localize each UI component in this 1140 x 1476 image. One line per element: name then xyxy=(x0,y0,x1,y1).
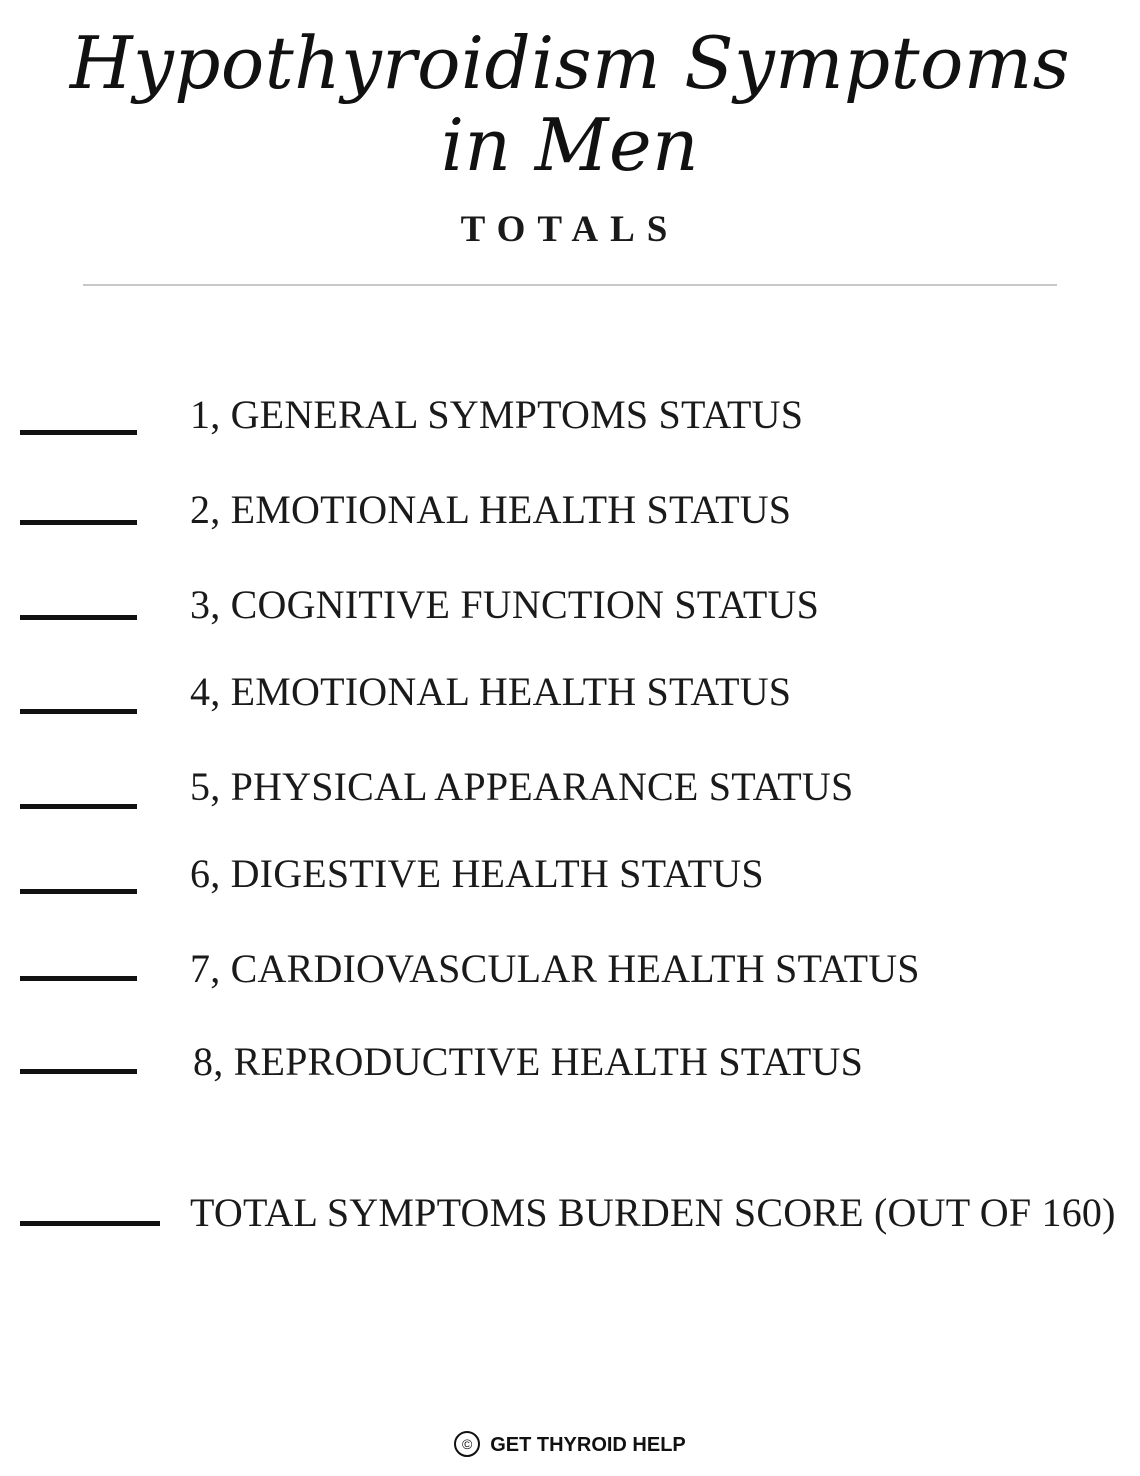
score-blank-line[interactable] xyxy=(20,889,137,894)
header-divider xyxy=(83,284,1057,286)
copyright-icon: © xyxy=(454,1431,480,1457)
score-row-emotional xyxy=(0,485,1140,545)
total-blank-line[interactable] xyxy=(20,1221,160,1226)
score-row-reproductive xyxy=(0,1037,1140,1097)
score-row-label: 1, GENERAL SYMPTOMS STATUS xyxy=(190,392,804,437)
score-blank-line[interactable] xyxy=(20,430,137,435)
footer-text: GET THYROID HELP xyxy=(490,1434,686,1456)
score-row-cardiovascular xyxy=(0,944,1140,1004)
score-row-label: 6, DIGESTIVE HEALTH STATUS xyxy=(190,851,764,896)
page-title: Hypothyroidism Symptoms in Men xyxy=(69,21,1071,187)
total-row-label: TOTAL SYMPTOMS BURDEN SCORE (OUT OF 160) xyxy=(190,1190,1116,1235)
score-row-emotional-2 xyxy=(0,667,1140,727)
footer-credit xyxy=(0,1430,1140,1460)
score-row-physical xyxy=(0,762,1140,822)
score-row-cognitive xyxy=(0,580,1140,640)
score-blank-line[interactable] xyxy=(20,1069,137,1074)
score-blank-line[interactable] xyxy=(20,804,137,809)
page-subtitle: TOTALS xyxy=(460,209,680,250)
score-row-label: 7, CARDIOVASCULAR HEALTH STATUS xyxy=(190,946,920,991)
score-row-label: 4, EMOTIONAL HEALTH STATUS xyxy=(190,669,792,714)
score-blank-line[interactable] xyxy=(20,976,137,981)
score-blank-line[interactable] xyxy=(20,520,137,525)
score-row-general xyxy=(0,390,1140,450)
score-row-total xyxy=(0,1188,1140,1248)
score-blank-line[interactable] xyxy=(20,709,137,714)
score-blank-line[interactable] xyxy=(20,615,137,620)
score-row-label: 8, REPRODUCTIVE HEALTH STATUS xyxy=(193,1039,864,1084)
score-row-label: 3, COGNITIVE FUNCTION STATUS xyxy=(190,582,820,627)
score-row-digestive xyxy=(0,849,1140,909)
score-row-label: 5, PHYSICAL APPEARANCE STATUS xyxy=(190,764,854,809)
score-row-label: 2, EMOTIONAL HEALTH STATUS xyxy=(190,487,792,532)
